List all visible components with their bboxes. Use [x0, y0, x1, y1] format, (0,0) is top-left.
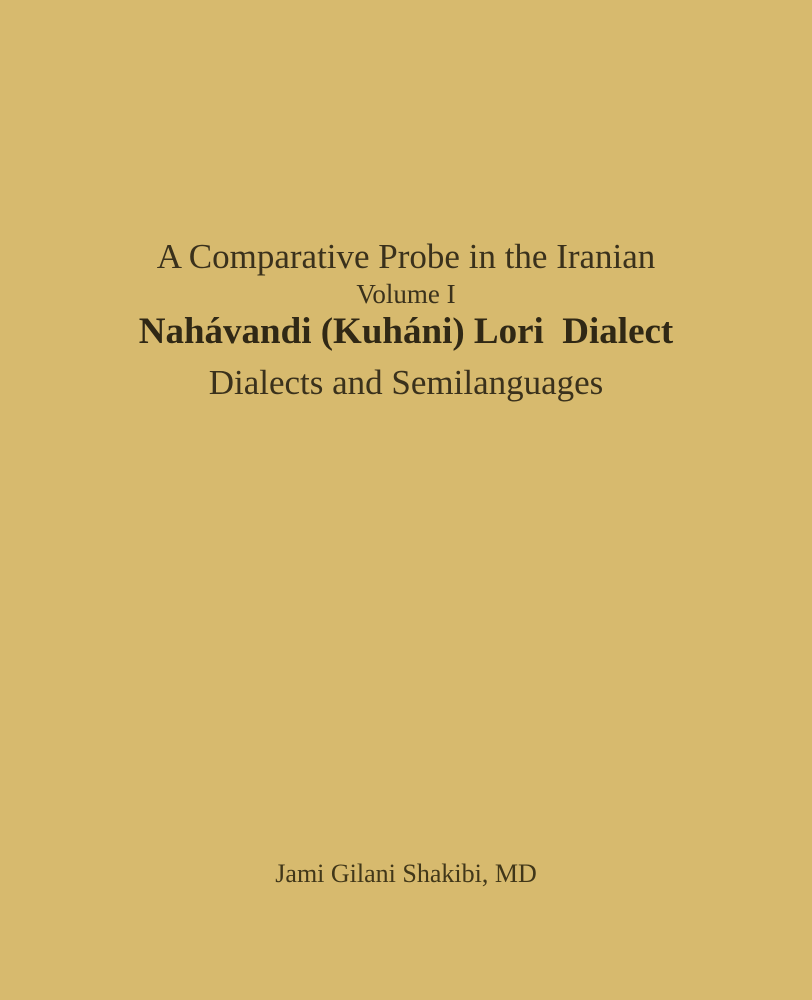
book-title-line2: Dialects and Semilanguages	[208, 363, 604, 402]
author-name: Jami Gilani Shakibi, MD	[275, 859, 537, 888]
volume-label: Volume I	[356, 279, 456, 309]
book-subtitle: Nahávandi (Kuháni) Lori Dialect	[138, 311, 674, 352]
book-title-line1: A Comparative Probe in the Iranian	[156, 237, 656, 276]
